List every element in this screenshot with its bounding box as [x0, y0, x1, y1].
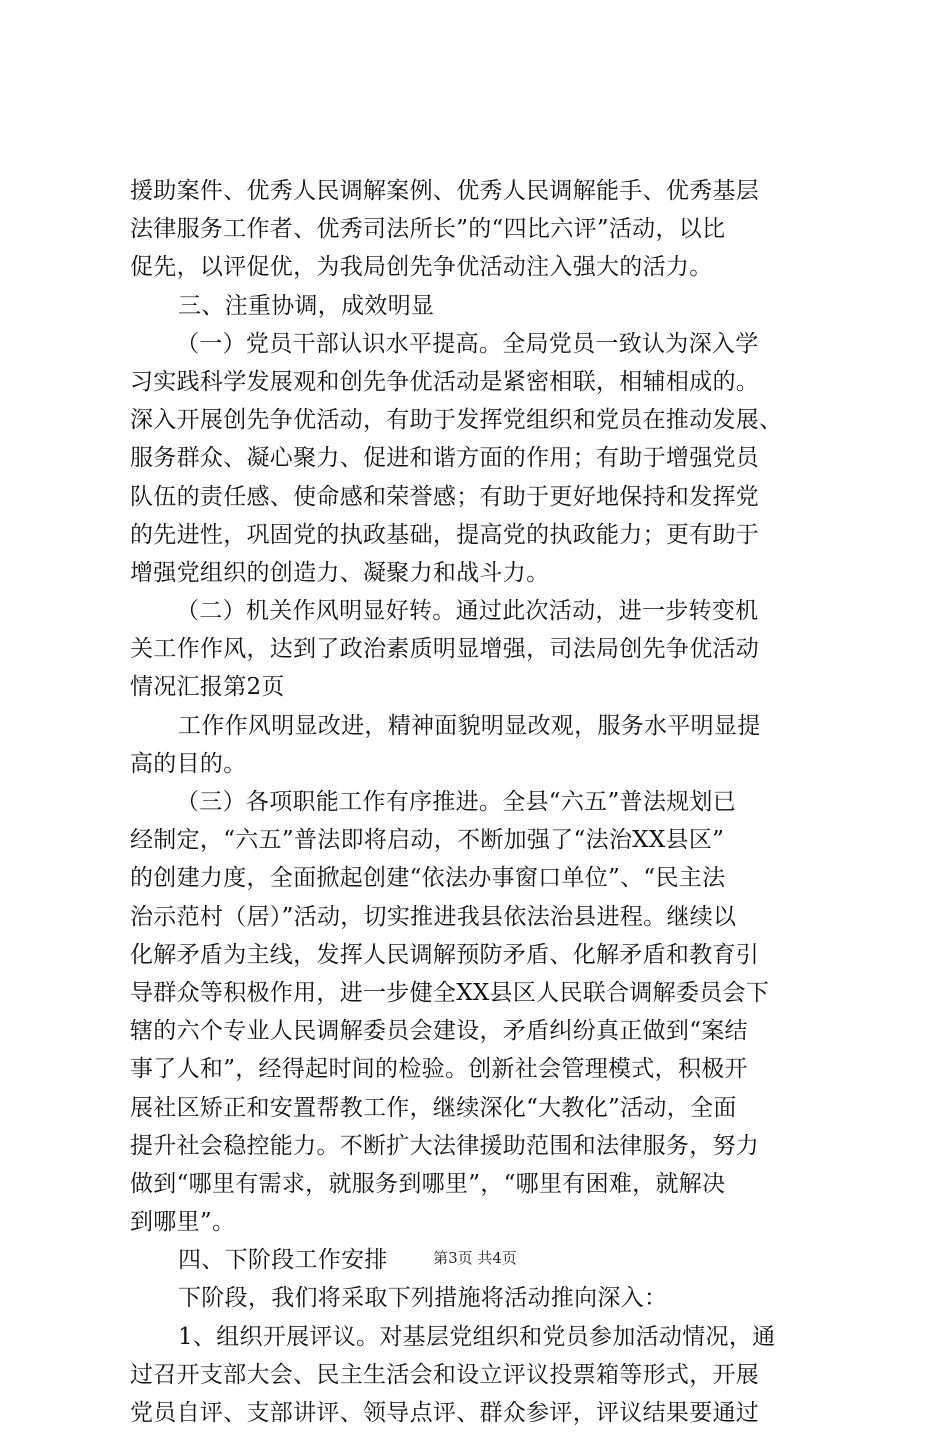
- text-line: 化解矛盾为主线，发挥人民调解预防矛盾、化解矛盾和教育引: [130, 941, 760, 968]
- text-line: 四、下阶段工作安排: [178, 1247, 388, 1274]
- text-line: 的创建力度，全面掀起创建“依法办事窗口单位”、“民主法: [130, 865, 726, 892]
- text-line: 工作作风明显改进，精神面貌明显改观，服务水平明显提: [178, 712, 761, 739]
- text-line: （一）党员干部认识水平提高。全局党员一致认为深入学: [176, 330, 759, 357]
- text-line: 三、注重协调，成效明显: [178, 292, 435, 319]
- document-body: [130, 172, 850, 1432]
- text-line: 下阶段，我们将采取下列措施将活动推向深入：: [178, 1285, 668, 1312]
- text-line: 过召开支部大会、民主生活会和设立评议投票箱等形式，开展: [130, 1361, 760, 1388]
- text-line: 提升社会稳控能力。不断扩大法律援助范围和法律服务，努力: [130, 1132, 760, 1159]
- text-line: 习实践科学发展观和创先争优活动是紧密相联，相辅相成的。: [130, 368, 760, 395]
- text-line: 党员自评、支部讲评、领导点评、群众参评，评议结果要通过: [130, 1400, 760, 1426]
- text-line: 辖的六个专业人民调解委员会建设，矛盾纠纷真正做到“案结: [130, 1018, 748, 1045]
- text-line: 治示范村（居）”活动，切实推进我县依法治县进程。继续以: [130, 903, 737, 930]
- text-line: 促先，以评促优，为我局创先争优活动注入强大的活力。: [130, 254, 713, 281]
- text-line: （二）机关作风明显好转。通过此次活动，进一步转变机: [176, 598, 759, 625]
- text-line: （三）各项职能工作有序推进。全县“六五”普法规划已: [176, 789, 737, 815]
- text-line: 关工作作风，达到了政治素质明显增强，司法局创先争优活动: [130, 636, 760, 663]
- text-line: 援助案件、优秀人民调解案例、优秀人民调解能手、优秀基层: [130, 178, 760, 204]
- text-line: 深入开展创先争优活动，有助于发挥党组织和党员在推动发展、: [130, 407, 783, 434]
- text-line: 经制定，“六五”普法即将启动，不断加强了“法治XX县区”: [130, 827, 725, 854]
- text-line: 增强党组织的创造力、凝聚力和战斗力。: [130, 559, 550, 586]
- text-line: 服务群众、凝心聚力、促进和谐方面的作用；有助于增强党员: [130, 445, 760, 472]
- text-line: 做到“哪里有需求，就服务到哪里”，“哪里有困难，就解决: [130, 1170, 726, 1197]
- text-line: 队伍的责任感、使命感和荣誉感；有助于更好地保持和发挥党: [130, 483, 760, 510]
- text-line: 情况汇报第2页: [130, 674, 285, 701]
- page-footer: 第3页 共4页: [433, 1249, 517, 1267]
- text-line: 的先进性，巩固党的执政基础，提高党的执政能力；更有助于: [130, 521, 760, 548]
- text-line: 高的目的。: [130, 750, 247, 777]
- text-line: 事了人和”，经得起时间的检验。创新社会管理模式，积极开: [130, 1056, 748, 1083]
- text-line: 1、组织开展评议。对基层党组织和党员参加活动情况，通: [178, 1323, 776, 1350]
- text-line: 到哪里”。: [130, 1209, 236, 1236]
- text-line: 导群众等积极作用，进一步健全XX县区人民联合调解委员会下: [130, 979, 770, 1006]
- text-line: 展社区矫正和安置帮教工作，继续深化“大教化”活动，全面: [130, 1094, 737, 1121]
- text-line: 法律服务工作者、优秀司法所长”的“四比六评”活动，以比: [130, 216, 726, 243]
